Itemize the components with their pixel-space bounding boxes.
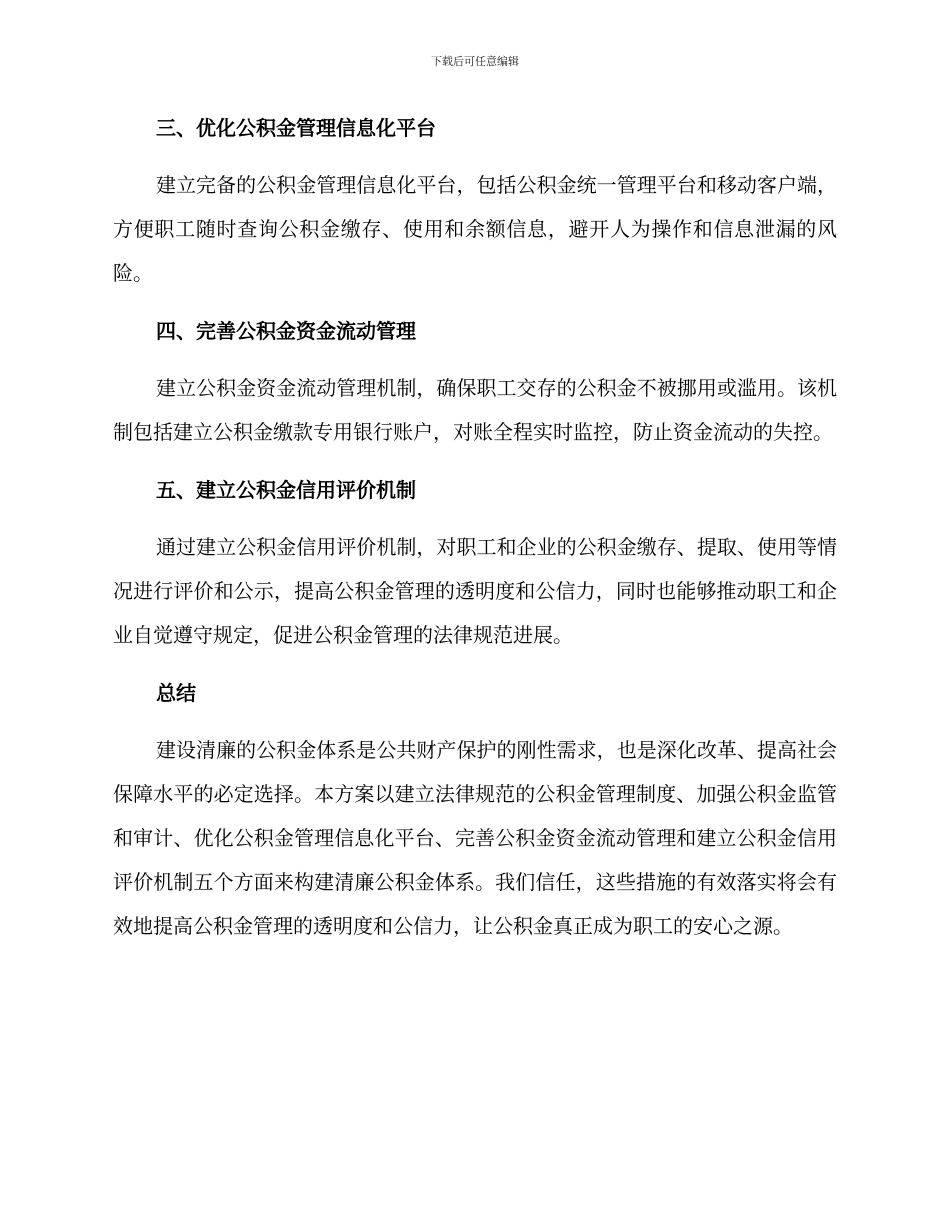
section-paragraph: 建立公积金资金流动管理机制，确保职工交存的公积金不被挪用或滥用。该机制包括建立公积金缴款专用银行账户，对账全程实时监控，防止资金流动的失控。 [113, 376, 837, 444]
section-paragraph: 建立完备的公积金管理信息化平台，包括公积金统一管理平台和移动客户端，方便职工随时查询公积金缴存、使用和余额信息，避开人为操作和信息泄漏的风险。 [113, 173, 837, 285]
document-body [113, 106, 837, 962]
section-heading: 四、完善公积金资金流动管理 [156, 319, 416, 343]
section-paragraph: 建设清廉的公积金体系是公共财产保护的刚性需求，也是深化改革、提高社会保障水平的必定选择。本方案以建立法律规范的公积金管理制度、加强公积金监管和审计、优化公积金管理信息化平台、完善公积金资金流动管理和建立公积金信用评价机制五个方面来构建清廉公积金体系。我们信任，这些措施的有效落实将会有效地提高公积金管理的透明度和公信力，让公积金真正成为职工的安心之源。 [113, 738, 837, 938]
section-credit-evaluation [113, 468, 837, 657]
section-heading: 五、建立公积金信用评价机制 [156, 478, 416, 502]
section-heading: 三、优化公积金管理信息化平台 [156, 116, 436, 140]
section-summary [113, 671, 837, 948]
page-header-note: 下载后可任意编辑 [431, 55, 519, 68]
section-platform [113, 106, 837, 295]
section-heading: 总结 [156, 681, 196, 705]
section-fund-flow [113, 309, 837, 454]
section-paragraph: 通过建立公积金信用评价机制，对职工和企业的公积金缴存、提取、使用等情况进行评价和公示，提高公积金管理的透明度和公信力，同时也能够推动职工和企业自觉遵守规定，促进公积金管理的法律规范进展。 [113, 535, 837, 647]
